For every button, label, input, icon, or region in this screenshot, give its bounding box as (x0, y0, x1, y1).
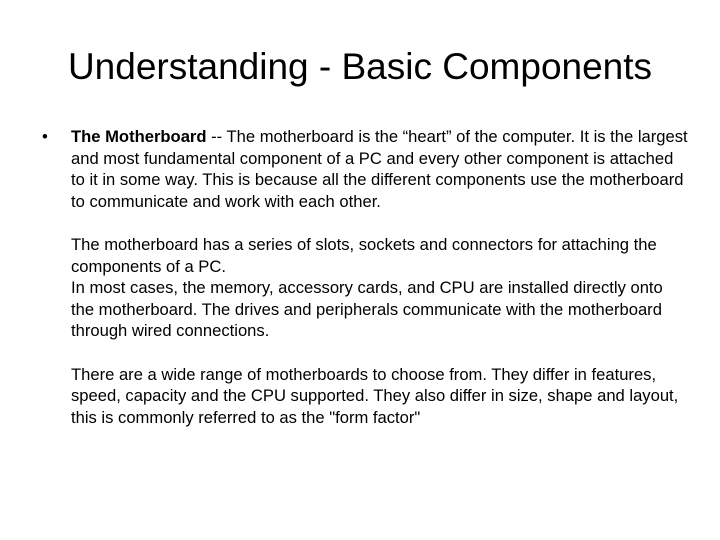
bullet-item-motherboard (30, 126, 690, 428)
lead-term: The Motherboard (71, 127, 207, 146)
slide-body (30, 126, 690, 428)
paragraph-form-factor: There are a wide range of motherboards to choose from. They differ in features, speed, capacity and the CPU supported. They also differ in size, shape and layout, this is commonly referred to as the "form factor" (71, 364, 679, 427)
intro-text: -- The motherboard is the “heart” of the computer. It is the largest and most fundamental component of a PC and every other component is attached to it in some way. This is because all the different components use the motherboard to communicate and work with each other. (71, 127, 688, 211)
bullet-dot-icon: • (42, 127, 48, 146)
slots-text-line-2: In most cases, the memory, accessory cards, and CPU are installed directly onto the motherboard. The drives and peripherals communicate with the motherboard through wired connections. (71, 278, 663, 341)
paragraph-slots (71, 234, 690, 342)
slots-text-line-1: The motherboard has a series of slots, sockets and connectors for attaching the components of a PC. (71, 234, 657, 276)
paragraph-intro (71, 126, 690, 212)
slide-title: Understanding - Basic Components (67, 46, 653, 87)
